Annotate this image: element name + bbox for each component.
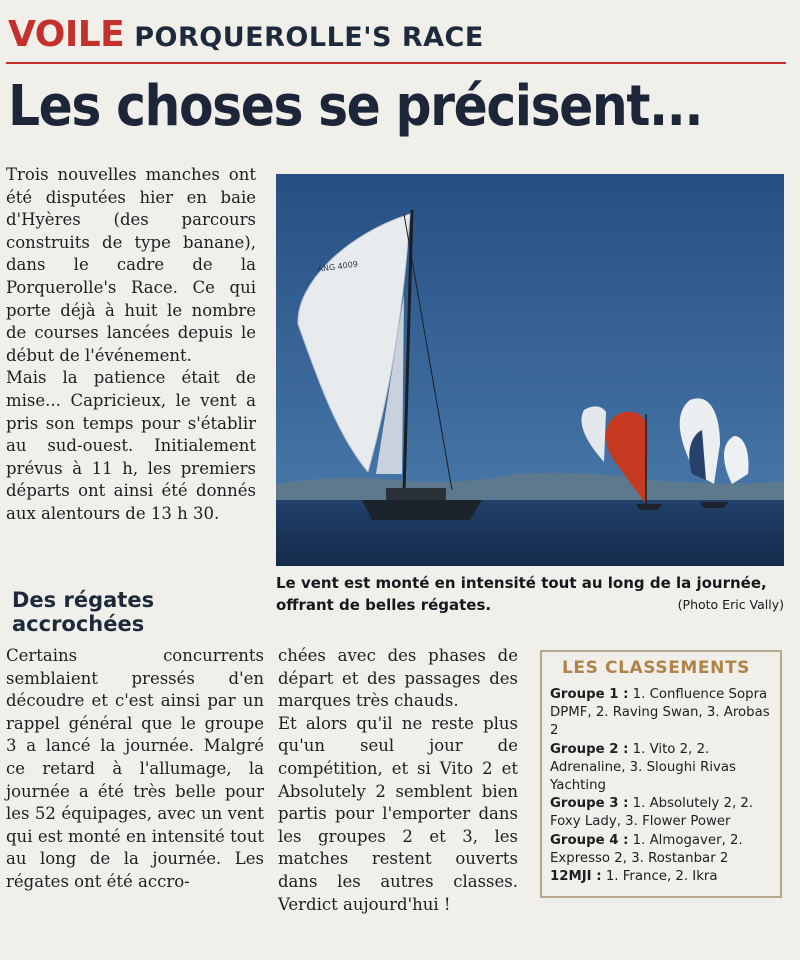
intro-paragraph-1: Trois nouvelles manches ont été disputées hier en baie d'Hyères (des parcours construits de type banane), dans le cadre de la Porquerolle's Race. Ce qui porte déjà à huit le nombre de courses lancées depuis le début de l'événement. [6, 165, 256, 365]
results-group-1 [550, 686, 772, 741]
sea [276, 500, 784, 566]
body-paragraph-2: Et alors qu'il ne reste plus qu'un seul jour de compétition, et si Vito 2 et Absolutely 2 semblent bien partis pour l'emporter dans les groupes 2 et 3, les matches restent ouverts dans les autres classes. Verdict aujourd'hui ! [278, 713, 518, 914]
body-paragraph-1: Certains concurrents semblaient pressés d'en découdre et c'est ainsi par un rappel général que le groupe 3 a lancé la journée. Malgré ce retard à l'allumage, la journée a été très belle pour les 52 équipages, avec un vent qui est monté en intensité tout au long de la journée. Les régates ont été accro- [6, 646, 264, 891]
group-ranking: 1. Absolutely 2, 2. Foxy Lady, 3. Flower Power [550, 796, 754, 830]
group-name: Groupe 4 : [550, 832, 629, 848]
group-name: Groupe 2 : [550, 741, 629, 757]
regatta-photo [276, 174, 784, 566]
group-name: 12MJI : [550, 869, 602, 885]
body-column-left [6, 645, 264, 894]
photo-credit: (Photo Eric Vally) [677, 597, 784, 612]
group-ranking: 1. Almogaver, 2. Expresso 2, 3. Rostanbar 2 [550, 832, 743, 866]
photo-caption [276, 572, 788, 616]
group-name: Groupe 1 : [550, 687, 629, 702]
group-ranking: 1. Confluence Sopra DPMF, 2. Raving Swan, 3. Arobas 2 [550, 687, 770, 739]
headline: Les choses se précisent... [8, 74, 703, 139]
intro-column [6, 164, 256, 526]
results-group-2 [550, 741, 772, 796]
results-box [540, 650, 782, 898]
header-rule [6, 62, 786, 64]
body-paragraph-1-continued: chées avec des phases de départ et des passages des marques très chauds. [278, 646, 518, 711]
results-group-12mji [550, 868, 772, 886]
body-column-middle [278, 645, 518, 916]
results-title: LES CLASSEMENTS [562, 658, 751, 678]
results-group-3 [550, 795, 772, 831]
group-ranking: 1. Vito 2, 2. Adrenaline, 3. Sloughi Rivas Yachting [550, 741, 736, 794]
article-kicker [8, 14, 484, 55]
caption-text: Le vent est monté en intensité tout au long de la journée, offrant de belles régates. [276, 574, 767, 614]
group-name: Groupe 3 : [550, 796, 629, 812]
group-ranking: 1. France, 2. Ikra [605, 869, 718, 885]
sailboats-illustration [276, 174, 784, 566]
intro-paragraph-2: Mais la patience était de mise... Capricieux, le vent a pris son temps pour s'établir au sud-ouest. Initialement prévus à 11 h, les premiers départs ont ainsi été donnés aux alentours de 13 h 30. [6, 368, 256, 523]
event-name: PORQUEROLLE'S RACE [134, 22, 484, 53]
sail-number: ANG 4009 [317, 259, 359, 274]
subheading: Des régates accrochées [12, 588, 155, 636]
results-group-4 [550, 832, 772, 868]
section-rubric: VOILE [8, 14, 125, 55]
